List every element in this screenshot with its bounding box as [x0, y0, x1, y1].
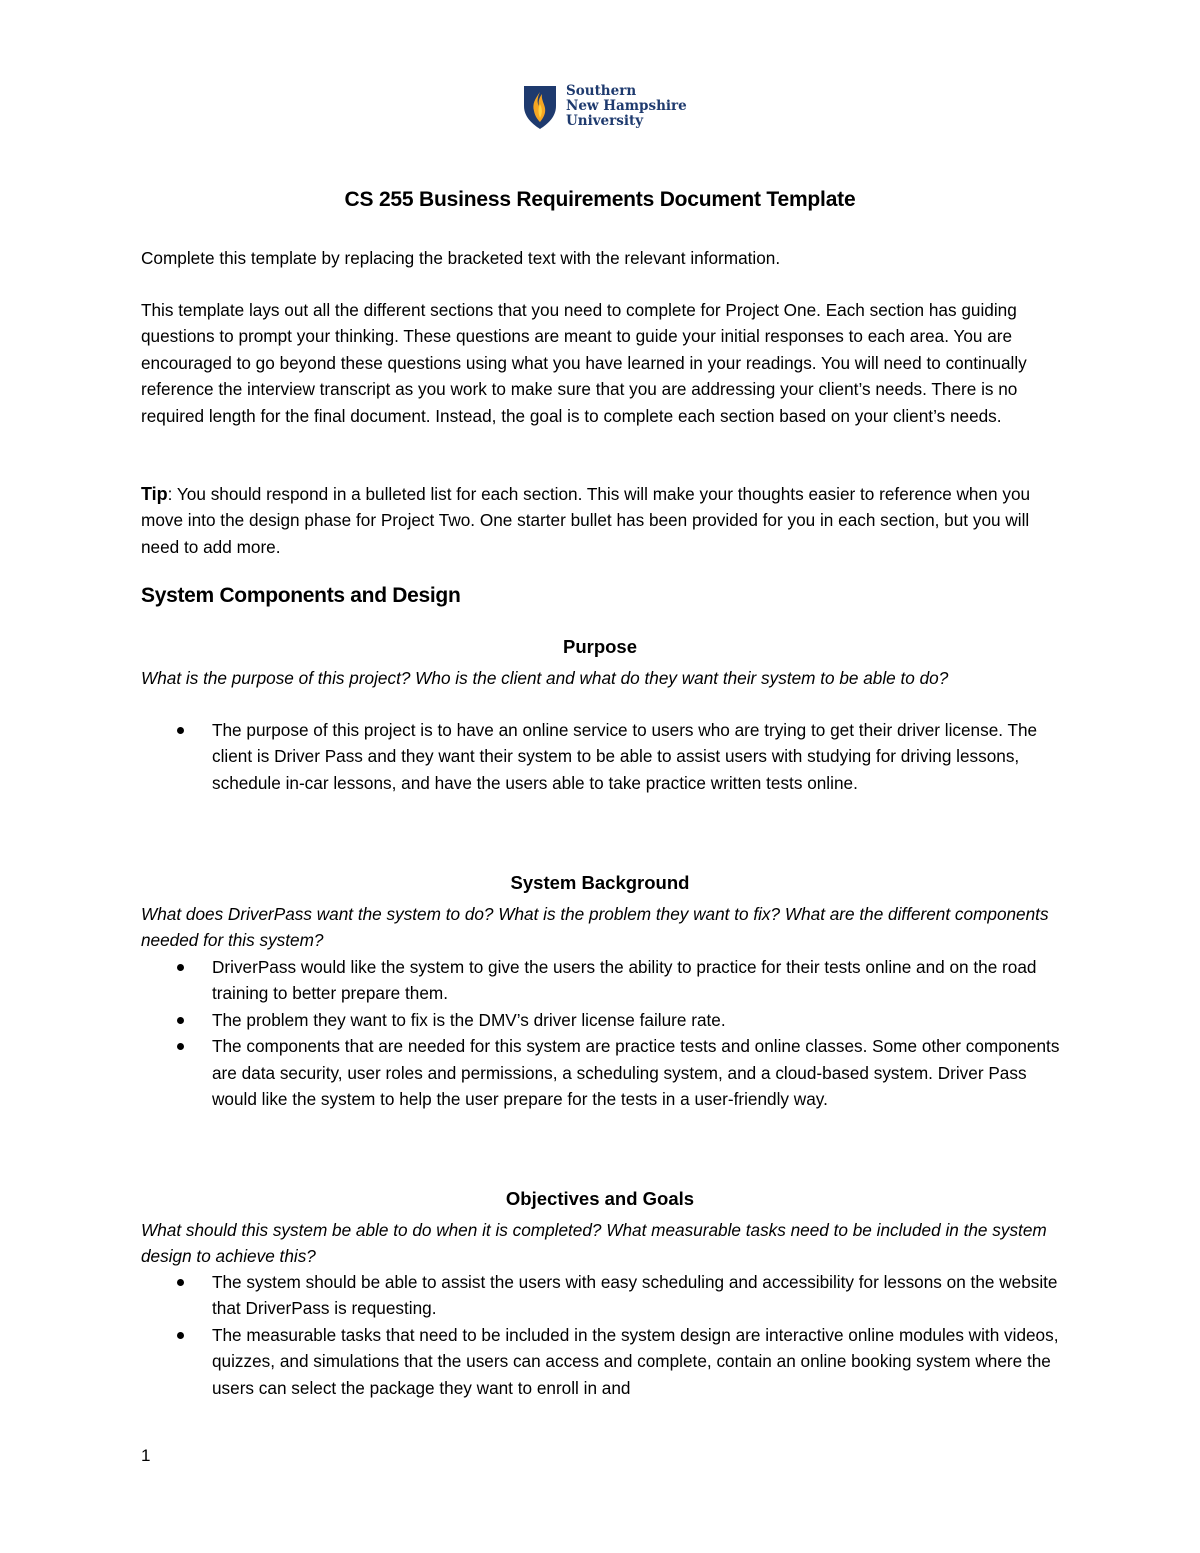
bullet-text: The components that are needed for this system are practice tests and online classes. Some other components are data security, user roles and permissions, a scheduling system, and a cloud-based system. Driver Pass would like the system to help the user prepare for the tests in a user-friendly way. [212, 1036, 1060, 1110]
list-item [141, 1322, 1071, 1401]
objectives-question: What should this system be able to do when it is completed? What measurable tasks need to be included in the system design to achieve this? [141, 1220, 1047, 1267]
tip-label: Tip [141, 484, 168, 504]
flame-shield-icon [522, 84, 558, 130]
tip-paragraph [141, 481, 1061, 560]
background-heading: System Background [510, 872, 690, 893]
bullet-text: The measurable tasks that need to be included in the system design are interactive online modules with videos, quizzes, and simulations that the users can access and complete, contain an online booking system where the users can select the package they want to enroll in and [212, 1324, 1059, 1398]
page-number: 1 [141, 1446, 151, 1465]
intro-paragraph: Complete this template by replacing the bracketed text with the relevant information. [141, 248, 781, 268]
logo-line-1: Southern [566, 83, 637, 99]
bullet-icon [177, 964, 184, 971]
list-item [141, 1269, 1071, 1322]
purpose-bullets [141, 717, 1071, 796]
bullet-text: DriverPass would like the system to give the users the ability to practice for their tests online and on the road training to better prepare them. [212, 957, 1037, 1004]
logo-line-2: New Hampshire [566, 98, 687, 114]
bullet-text: The problem they want to fix is the DMV’s driver license failure rate. [212, 1009, 726, 1030]
bullet-icon [177, 727, 184, 734]
template-paragraph: This template lays out all the different sections that you need to complete for Project One. Each section has guiding questions to prompt your thinking. These questions are meant to guide your initial responses to each area. You are encouraged to go beyond these questions using what you have learned in your readings. You will need to continually reference the interview transcript as you work to make sure that you are addressing your client’s needs. There is no required length for the final document. Instead, the goal is to complete each section based on your client’s needs. [141, 300, 1027, 426]
bullet-icon [177, 1332, 184, 1339]
background-question: What does DriverPass want the system to do? What is the problem they want to fix? What are the different components needed for this system? [141, 904, 1049, 951]
list-item [141, 954, 1071, 1007]
bullet-text: The system should be able to assist the users with easy scheduling and accessibility for lessons on the website that DriverPass is requesting. [212, 1272, 1058, 1319]
purpose-heading: Purpose [562, 636, 638, 657]
logo-wordmark [566, 84, 687, 129]
university-logo [522, 84, 687, 132]
bullet-text: The purpose of this project is to have an online service to users who are trying to get their driver license. The client is Driver Pass and they want their system to be able to assist users with studying for driving lessons, schedule in-car lessons, and have the users able to take practice written tests online. [212, 720, 1038, 793]
document-title: CS 255 Business Requirements Document Template [344, 188, 856, 211]
list-item [141, 717, 1071, 796]
list-item [141, 1033, 1071, 1112]
section-heading: System Components and Design [141, 584, 461, 607]
objectives-bullets [141, 1269, 1071, 1401]
bullet-icon [177, 1043, 184, 1050]
bullet-icon [177, 1017, 184, 1024]
bullet-icon [177, 1279, 184, 1286]
objectives-heading: Objectives and Goals [505, 1188, 695, 1209]
tip-text: : You should respond in a bulleted list for each section. This will make your thoughts easier to reference when you move into the design phase for Project Two. One starter bullet has been provided for you in each section, but you will need to add more. [141, 484, 1031, 557]
list-item [141, 1007, 1071, 1033]
purpose-question: What is the purpose of this project? Who is the client and what do they want their system to be able to do? [141, 668, 949, 688]
background-bullets [141, 954, 1071, 1112]
logo-line-3: University [566, 113, 644, 129]
